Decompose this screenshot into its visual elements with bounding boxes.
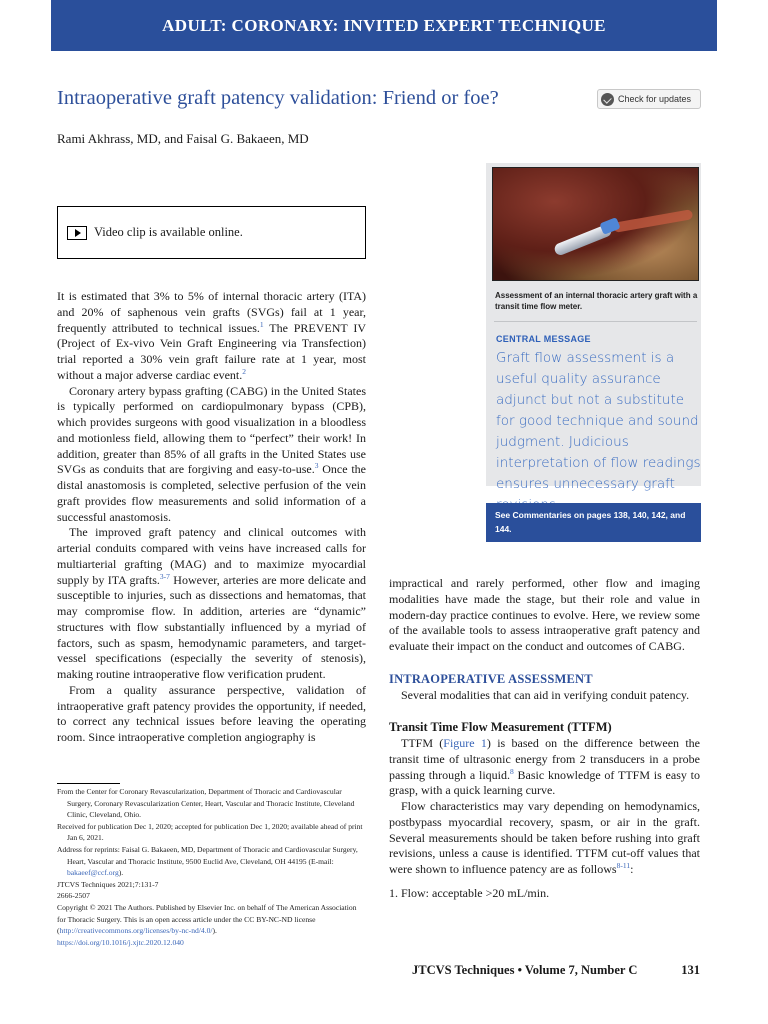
text-run: Copyright © 2021 The Authors. Published by Elsevier Inc. on behalf of The American Association for Thoracic Surgery. This is an open access article under the CC BY-NC-ND license ( [57,902,357,936]
commentary-note[interactable]: See Commentaries on pages 138, 140, 142, and 144. [486,503,701,542]
video-clip-notice[interactable] [57,206,366,259]
copyright-note [57,902,366,937]
paragraph: From a quality assurance perspective, validation of intraoperative graft patency provides the opportunity, if needed, to correct any technical issues before leaving the operating room. Since intraoperative completion angiography is [57,682,366,744]
text-run: Flow characteristics may vary depending on hemodynamics, postbypass myocardial recovery, spasm, or air in the graft. Several measurements should be taken before rushing into graft revisions, unless a cause is identified. TTFM cut-off values that were shown to influence patency are as follows [389,799,700,876]
figure-caption: Assessment of an internal thoracic artery graft with a transit time flow meter. [495,291,698,311]
section-header-band [51,0,717,51]
central-message-heading: CENTRAL MESSAGE [496,334,591,344]
central-message-text: Graft flow assessment is a useful quality assurance adjunct but not a substitute for good technique and sound judgment. Judicious interpretation of flow readings ensures unnecessary graft [496,350,701,492]
text-run: ). [212,926,217,936]
text-run: Basic knowledge of TTFM is easy to grasp, with a quick learning curve. [389,767,700,798]
figure-link[interactable]: Figure 1 [443,736,487,750]
graft-vessel-shape [613,209,694,233]
reprints-note [57,844,366,879]
text-run: It is estimated that 3% to 5% of internal thoracic artery (ITA) and 20% of saphenous vein grafts (SVGs) fail at 1 year, frequently attributed to technical issues. [57,289,366,335]
paragraph [57,525,366,683]
footnote-rule [57,783,120,784]
video-clip-label: Video clip is available online. [94,225,243,239]
email-link[interactable]: bakaeef@ccf.org [67,868,119,878]
check-updates-icon [601,93,614,106]
check-updates-label: Check for updates [618,94,692,104]
section-heading: INTRAOPERATIVE ASSESSMENT [389,671,593,686]
paragraph [57,384,366,526]
text-run: Coronary artery bypass grafting (CABG) in the United States is typically performed on cardiopulmonary bypass (CPB), which provides surgeons with good visualization in a bloodless and motionless field, allowing them to “perfect” their work! In addition, greater than 85% of all grafts in the United States use SVGs as conduits that are forgiving and easy-to-use. [57,383,366,477]
text-run: ). [118,868,124,878]
license-link[interactable]: http://creativecommons.org/licenses/by-nc-nd/4.0/ [59,926,213,936]
journal-issue: JTCVS Techniques • Volume 7, Number C [412,963,638,977]
citation-ref[interactable]: 3 [314,461,319,471]
citation-ref[interactable]: 3-7 [159,571,170,581]
text-run: TTFM ( [401,736,444,750]
list-item: 1. Flow: acceptable >20 mL/min. [389,885,550,900]
divider [494,321,697,322]
body-left-column [57,289,366,746]
section-header-title: ADULT: CORONARY: INVITED EXPERT TECHNIQUE [162,15,606,35]
text-run: : [630,862,634,876]
text-run: ) is based on the difference between the transit time of ultrasonic energy from 2 transducers in a probe passing through a liquid. [389,736,700,782]
text-run: The improved graft patency and clinical outcomes with arterial conduits compared with veins have increased calls for multiarterial grafting (MAG) and to maximize myocardial supply by ITA grafts. [57,525,366,587]
text-run: However, arteries are more delicate and susceptible to injuries, such as dissections and hematomas, that may compromise flow. In addition, arteries are “dynamic” structures with flow substantially influenced by a myriad of factors, such as spasm, hemodynamic parameters, and target-vessel specifications (especially the severity of stenosis), making routine intraoperative flow verification prudent. [57,572,367,681]
received-note: Received for publication Dec 1, 2020; accepted for publication Dec 1, 2020; available ahead of print Jan 6, 2021. [57,821,363,843]
text-run: Once the distal anastomosis is completed, selective perfusion of the vein graft provides flow measurements and solid information of a successful anastomosis. [57,462,366,524]
citation-ref[interactable]: 1 [259,319,264,329]
article-title: Intraoperative graft patency validation: Friend or foe? [57,87,499,109]
citation-ref[interactable]: 8 [510,766,514,776]
paragraph [57,289,366,384]
page-footer [412,963,700,978]
doi-link[interactable]: https://doi.org/10.1016/j.xjtc.2020.12.040 [57,937,184,947]
subsection-heading: Transit Time Flow Measurement (TTFM) [389,720,612,735]
paragraph: Several modalities that can aid in verifying conduit patency. [401,687,690,702]
body-right-column [389,576,700,902]
citation-ref[interactable]: 8-11 [616,861,631,870]
paragraph [389,799,700,878]
text-run: The PREVENT IV (Project of Ex-vivo Vein Graft Engineering via Transfection) trial reported a 30% vein graft failure rate at 1 year, most without a major adverse cardiac event. [57,320,367,382]
paragraph [389,736,700,799]
paragraph: impractical and rarely performed, other flow and imaging modalities have made the stage, but their role and value in modern-day practice continues to evolve. Here, we review some of the available tools to assess intraoperative graft patency and evaluate their impact on the conduct and outcomes of CABG. [389,576,700,653]
journal-reference: JTCVS Techniques 2021;7:131-7 [57,879,159,889]
check-for-updates-button[interactable] [597,89,701,109]
text-run: Address for reprints: Faisal G. Bakaeen, MD, Department of Thoracic and Cardiovascular Surgery, Heart, Vascular and Thoracic Institute, 9500 Euclid Ave, Cleveland, OH 44195 (E-mail: [57,844,358,866]
issn: 2666-2507 [57,891,90,901]
play-icon[interactable] [67,226,87,240]
footnotes [57,786,366,948]
page-number: 131 [681,963,700,977]
affiliation-note: From the Center for Coronary Revascularization, Department of Thoracic and Cardiovascular Surgery, Coronary Revascularization Center, Heart, Vascular and Thoracic Institute, Cleveland Clinic, Cleveland, Ohio. [57,787,355,820]
figure-image[interactable] [492,167,699,281]
author-line: Rami Akhrass, MD, and Faisal G. Bakaeen, MD [57,131,309,146]
citation-ref[interactable]: 2 [242,366,246,376]
